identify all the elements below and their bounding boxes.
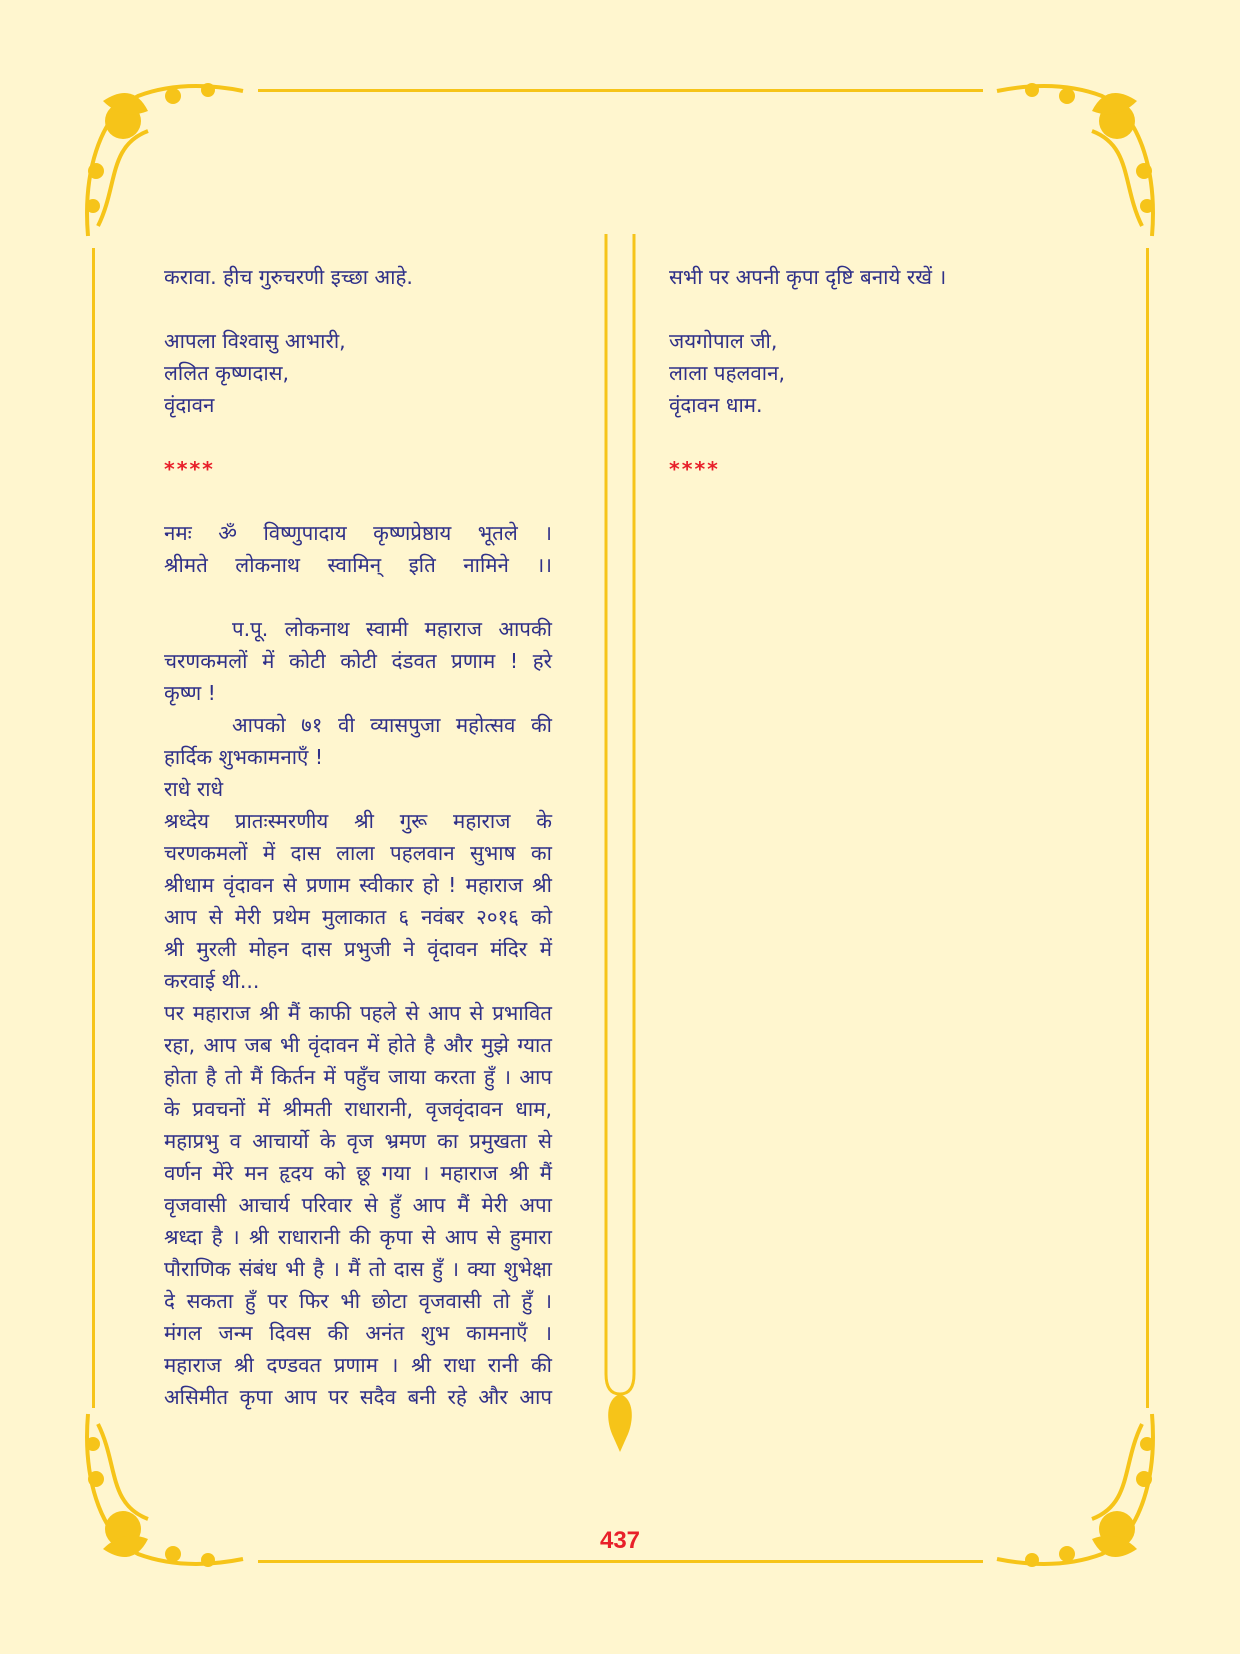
text-line: कृष्ण ! xyxy=(164,681,216,705)
text-line: दे सकता हुँ पर फिर भी छोटा वृजवासी तो हुँ । xyxy=(164,1289,552,1313)
text-line: राधे राधे xyxy=(164,777,224,801)
text-line: सभी पर अपनी कृपा दृष्टि बनाये रखें । xyxy=(669,265,947,289)
text-line: वृजवासी आचार्य परिवार से हुँ आप मैं मेरी अपा xyxy=(164,1193,552,1217)
text-line: श्रीमते लोकनाथ स्वामिन् इति नामिने ।। xyxy=(164,553,552,577)
section-separator: **** xyxy=(669,457,720,481)
text-line: वृंदावन xyxy=(164,393,215,417)
text-line: जयगोपाल जी, xyxy=(669,329,778,353)
corner-ornament-top-right xyxy=(992,76,1162,246)
text-line: लाला पहलवान, xyxy=(669,361,785,385)
text-line: करवाई थी... xyxy=(164,969,260,993)
blank-line xyxy=(164,581,552,613)
text-line: पौराणिक संबंध भी है । मैं तो दास हुँ । क्या शुभेक्षा xyxy=(164,1257,552,1281)
border-top xyxy=(258,89,983,92)
text-line: वर्णन मेंरे मन हृदय को छू गया । महाराज श्री मैं xyxy=(164,1161,552,1185)
blank-line xyxy=(164,485,552,517)
border-bottom xyxy=(258,1560,983,1563)
text-line: महाप्रभु व आचार्यो के वृज भ्रमण का प्रमुखता से xyxy=(164,1129,552,1153)
text-line: श्री मुरली मोहन दास प्रभुजी ने वृंदावन मंदिर में xyxy=(164,937,552,961)
text-line: चरणकमलों में दास लाला पहलवान सुभाष का xyxy=(164,841,552,865)
text-line: ललित कृष्णदास, xyxy=(164,361,290,385)
text-line: असिमीत कृपा आप पर सदैव बनी रहे और आप xyxy=(164,1385,552,1409)
text-line: करावा. हीच गुरुचरणी इच्छा आहे. xyxy=(164,265,413,289)
left-column xyxy=(164,261,552,1413)
text-line: श्रीधाम वृंदावन से प्रणाम स्वीकार हो ! महाराज श्री xyxy=(164,873,552,897)
text-line: आप से मेरी प्रथेम मुलाकात ६ नवंबर २०१६ को xyxy=(164,905,552,929)
text-line: श्रध्दा है । श्री राधारानी की कृपा से आप से हुमारा xyxy=(164,1225,552,1249)
text-line: पर महाराज श्री मैं काफी पहले से आप से प्रभावित xyxy=(164,1001,552,1025)
blank-line xyxy=(669,421,1057,453)
corner-ornament-top-left xyxy=(78,76,248,246)
text-line: आपको ७१ वी व्यासपुजा महोत्सव की xyxy=(232,713,552,737)
border-right xyxy=(1146,248,1149,1408)
text-line: मंगल जन्म दिवस की अनंत शुभ कामनाएँ । xyxy=(164,1321,552,1345)
blank-line xyxy=(164,293,552,325)
text-line: नमः ॐ विष्णुपादाय कृष्णप्रेष्ठाय भूतले । xyxy=(164,521,552,545)
text-line: हार्दिक शुभकामनाएँ ! xyxy=(164,745,324,769)
text-line: रहा, आप जब भी वृंदावन में होते है और मुझे ग्यात xyxy=(164,1033,552,1057)
right-column xyxy=(669,261,1057,485)
column-divider-ornament xyxy=(598,234,642,1454)
text-line: होता है तो मैं किर्तन में पहुँच जाया करता हुँ । आप xyxy=(164,1065,552,1089)
text-line: श्रध्देय प्रातःस्मरणीय श्री गुरू महाराज के xyxy=(164,809,552,833)
page-number: 437 xyxy=(599,1527,641,1554)
text-line: आपला विश्वासु आभारी, xyxy=(164,329,346,353)
text-line: प.पू. लोकनाथ स्वामी महाराज आपकी xyxy=(232,617,552,641)
blank-line xyxy=(669,293,1057,325)
text-line: महाराज श्री दण्डवत प्रणाम । श्री राधा रानी की xyxy=(164,1353,552,1377)
border-left xyxy=(92,248,95,1408)
text-line: के प्रवचनों में श्रीमती राधारानी, वृजवृंदावन धाम, xyxy=(164,1097,552,1121)
section-separator: **** xyxy=(164,457,215,481)
text-line: चरणकमलों में कोटी कोटी दंडवत प्रणाम ! हरे xyxy=(164,649,552,673)
blank-line xyxy=(164,421,552,453)
text-line: वृंदावन धाम. xyxy=(669,393,763,417)
